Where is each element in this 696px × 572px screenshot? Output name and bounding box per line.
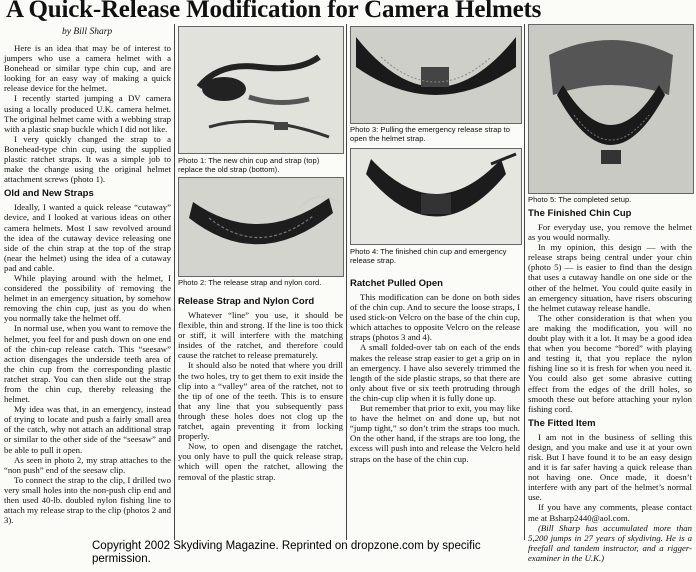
paragraph: In my opinion, this design — with the release straps being central under your chin (photo 5) — is easier to find than the design that uses a cutaway handle on one side or the other of the helmet. You could quite easily in an emergency situation, have risers obscuring the helmet cutaway release handle. [528, 242, 692, 313]
author-bio: (Bill Sharp has accumulated more than 5,200 jumps in 27 years of skydiving. He is a freefall and tandem instructor, and a rigger-examiner in the U.K.) [528, 522, 692, 563]
paragraph: If you have any comments, please contact me at Bsharp2440@aol.com. [528, 502, 692, 523]
column-4 [528, 208, 692, 563]
column-2 [178, 296, 343, 482]
paragraph: Ideally, I wanted a quick release “cutaway” device, and I looked at various ideas on other camera helmets. Most I saw revolved around the idea of the cutaway device releasing one side of the chin strap at the top of the strap (near the helmet) using the idea of a cutaway pad and cable. [4, 202, 171, 273]
paragraph: I very quickly changed the strap to a Bonehead-type chin cup, using the supplied plastic ratchet straps. It was a simple job to make the change using the original helmet attachment screws (photo 1). [4, 133, 171, 185]
paragraph: Whatever “line” you use, it should be flexible, thin and strong. If the line is too thick or stiff, it will interfere with the matching insides of the ratchet, and therefore could cause the ratchet to release prematurely. [178, 310, 343, 361]
section-heading: Release Strap and Nylon Cord [178, 296, 315, 307]
paragraph: It should also be noted that where you drill the two holes, try to get them to exit inside the clip into a “valley” area of the ratchet, not to the tip of one of the teeth. This is to ensure that any line that you subsequently pass through these holes does not clog up the ratchet, again preventing it from locking properly. [178, 360, 343, 442]
paragraph: As seen in photo 2, my strap attaches to the “non push” end of the seesaw clip. [4, 454, 171, 475]
photo-5 [528, 24, 694, 194]
paragraph: But remember that prior to exit, you may like to have the helmet on and done up, but not “jump tight,” so don’t trim the straps too much. On the other hand, if the straps are too long, the excess will push into and release the Velcro held straps on the base of the chin cup. [350, 403, 520, 464]
paragraph: I am not in the business of selling this design, and you make and use it at your own risk. But I have found it to be an easy design and it is far safer having a quick release than not having one. Once made, it doesn’t interfere with any part of the helmet’s normal use. [528, 431, 692, 503]
column-1 [4, 43, 171, 525]
paragraph: I recently started jumping a DV camera using a locally produced U.K. camera helmet. The original helmet came with a webbing strap with a plastic snap buckle which I did not like. [4, 93, 171, 134]
column-divider [174, 24, 175, 540]
section-heading: The Finished Chin Cup [528, 208, 632, 219]
section-heading: The Fitted Item [528, 417, 596, 429]
copyright-notice: Copyright 2002 Skydiving Magazine. Reprinted on dropzone.com by specific permission. [92, 540, 481, 565]
paragraph: A small folded-over tab on each of the ends makes the release strap easier to get a grip on in an emergency. I have also severely trimmed the length of the side plastic straps, so that there are only about five or six teeth protruding through the chin-cup clip when it is fully done up. [350, 342, 520, 403]
paragraph: While playing around with the helmet, I considered the possibility of removing the helmet in an emergency situation, by somehow removing the chin cup, just as you do when you normally take the helmet off. [4, 272, 171, 324]
photo-1-caption: Photo 1: The new chin cup and strap (top) replace the old strap (bottom). [178, 156, 320, 174]
paragraph: In normal use, when you want to remove the helmet, you feel for and push down on one end of the chin-cup release catch. This “seesaw” action disengages the underside teeth area of the chin cup from the corresponding plastic ratchet strap. You can then slide out the strap from the chin cup, thereby releasing the helmet. [4, 323, 171, 405]
photo-3 [350, 26, 522, 124]
column-divider [524, 24, 525, 540]
photo-3-caption: Photo 3: Pulling the emergency release strap to open the helmet strap. [350, 125, 510, 143]
section-heading: Ratchet Pulled Open [350, 278, 443, 289]
byline: by Bill Sharp [62, 27, 113, 37]
photo-4 [350, 148, 522, 245]
article-title: A Quick-Release Modification for Camera Helmets [6, 0, 542, 23]
paragraph: My idea was that, in an emergency, instead of trying to locate and push a fairly small area of the catch, why not attach an additional strap or similar to the other side of the “seesaw” and be able to pull it open. [4, 404, 171, 455]
paragraph: This modification can be done on both sides of the chin cup. And to secure the loose straps, I used stick-on Velcro on the base of the chin cup, which attaches to opposite Velcro on the release straps (photos 3 and 4). [350, 292, 520, 343]
paragraph: Now, to open and disengage the ratchet, you only have to pull the quick release strap, which will open the ratchet, allowing the removal of the plastic strap. [178, 441, 343, 482]
paragraph: The other consideration is that when you are making the modification, you will no doubt play with it a lot. It may be a good idea that when you become “bored” with playing and testing it, that you replace the nylon fishing line so it is fresh for when you need it. You could also get some abrasive cutting effect from the edges of the drill holes, so smooth these out before attaching your nylon fishing cord. [528, 312, 692, 414]
photo-2 [178, 177, 344, 277]
section-heading: Old and New Straps [4, 188, 94, 200]
photo-4-caption: Photo 4: The finished chin cup and emergency release strap. [350, 247, 507, 265]
photo-1 [178, 26, 344, 154]
paragraph: For everyday use, you remove the helmet as you would normally. [528, 222, 692, 243]
paragraph: Here is an idea that may be of interest to jumpers who use a camera helmet with a Bonehead or similar type chin cup, and are looking for an easy way of making a quick release device for the helmet. [4, 43, 171, 94]
column-divider [346, 24, 347, 540]
photo-5-caption: Photo 5: The completed setup. [528, 195, 632, 204]
photo-2-caption: Photo 2: The release strap and nylon cord. [178, 278, 322, 287]
column-3 [350, 278, 520, 464]
paragraph: To connect the strap to the clip, I drilled two very small holes into the non-push clip end and then used 40-lb. doubled nylon fishing line to attach my release strap to the clip (photos 2 and 3). [4, 474, 171, 526]
